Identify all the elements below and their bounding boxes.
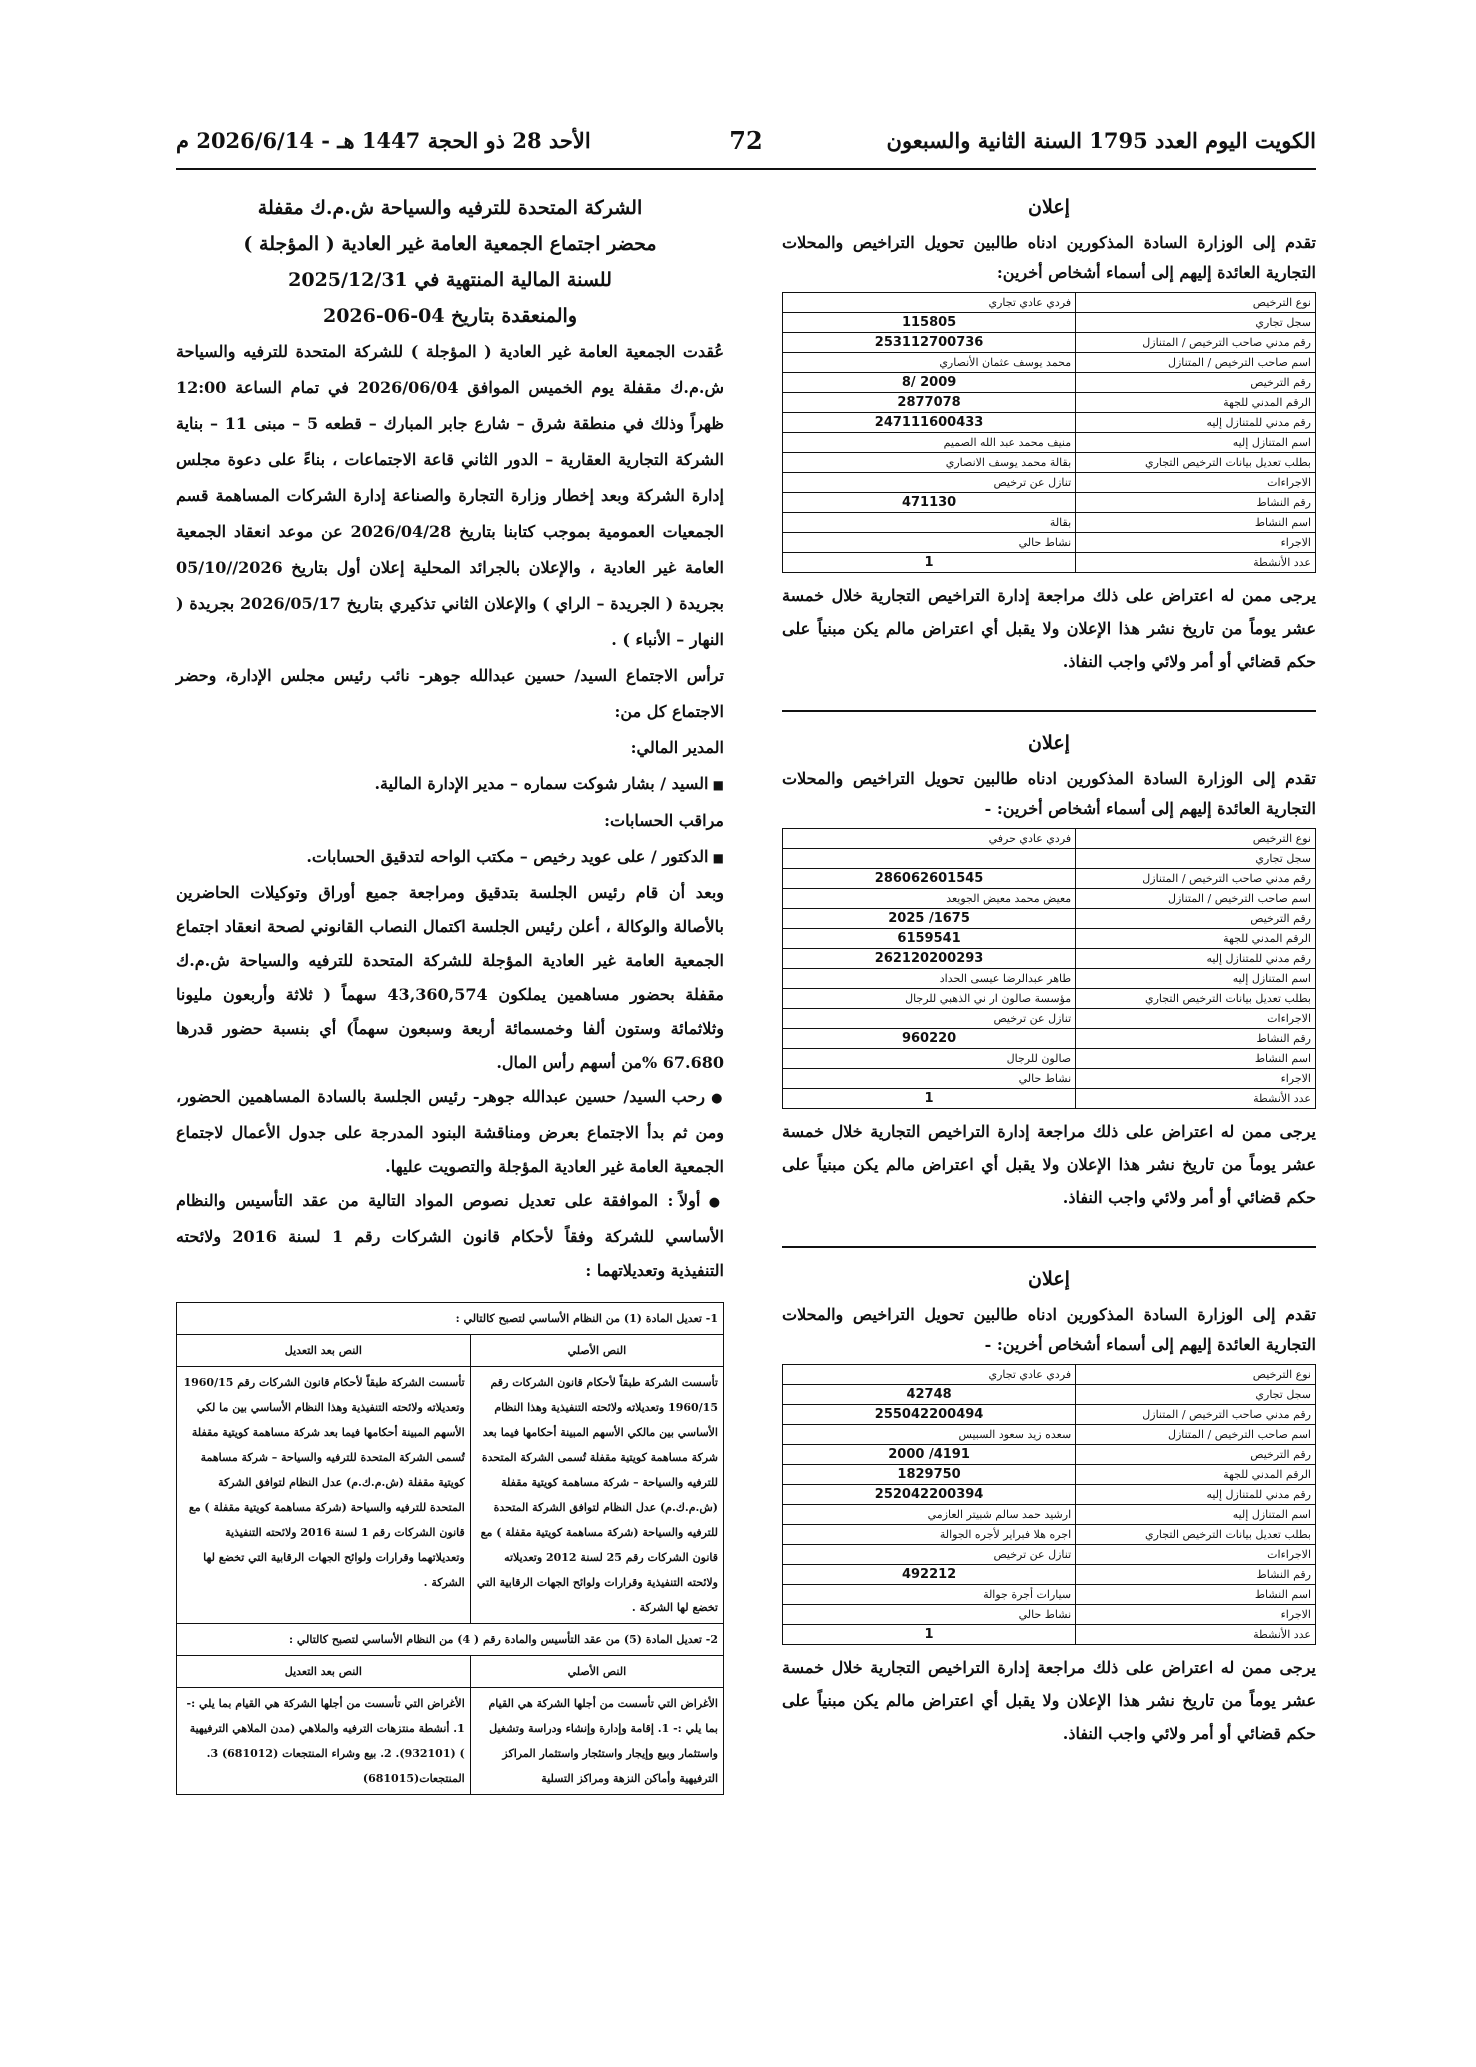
table-row	[783, 1585, 1316, 1605]
row-label: سجل تجاري	[1076, 849, 1316, 869]
minutes-paragraph: ● أولاً : الموافقة على تعديل نصوص المواد التالية من عقد التأسيس والنظام الأساسي للشركة وفقاً لأحكام قانون الشركات رقم 1 لسنة 2016 ولائحته التنفيذية وتعديلاتهما :	[176, 1184, 724, 1288]
table-row	[783, 1089, 1316, 1109]
row-value: 471130	[783, 493, 1076, 513]
row-label: الرقم المدني للجهة	[1076, 1465, 1316, 1485]
amendment-heading: 2- تعديل المادة (5) من عقد التأسيس والمادة رقم ( 4) من النظام الأساسي لتصبح كالتالي :	[177, 1624, 724, 1656]
row-label: اسم المتنازل إليه	[1076, 433, 1316, 453]
table-row	[783, 493, 1316, 513]
row-label: عدد الأنشطة	[1076, 1625, 1316, 1645]
announcement-footer: يرجى ممن له اعتراض على ذلك مراجعة إدارة التراخيص التجارية خلال خمسة عشر يوماً من تاريخ نشر هذا الإعلان ولا يقبل أي اعتراض مالم يكن مبنياً على حكم قضائي أو أمر ولائي واجب النفاذ.	[782, 1122, 1316, 1207]
row-label: اسم النشاط	[1076, 513, 1316, 533]
row-label: رقم الترخيص	[1076, 1445, 1316, 1465]
row-label: رقم مدني صاحب الترخيص / المتنازل	[1076, 333, 1316, 353]
row-label: اسم النشاط	[1076, 1585, 1316, 1605]
table-row	[783, 1505, 1316, 1525]
row-value: نشاط حالي	[783, 1605, 1076, 1625]
table-row	[783, 1605, 1316, 1625]
row-label: الاجراء	[1076, 1069, 1316, 1089]
row-value: اجره هلا فبراير لأجره الجوالة	[783, 1525, 1076, 1545]
row-value: 115805	[783, 313, 1076, 333]
row-value: 1829750	[783, 1465, 1076, 1485]
table-row	[783, 949, 1316, 969]
table-row	[783, 1009, 1316, 1029]
row-label: بطلب تعديل بيانات الترخيص التجاري	[1076, 989, 1316, 1009]
table-row	[783, 909, 1316, 929]
row-label: الرقم المدني للجهة	[1076, 929, 1316, 949]
amendment-heading: 1- تعديل المادة (1) من النظام الأساسي لتصبح كالتالي :	[177, 1303, 724, 1335]
row-label: رقم مدني للمتنازل إليه	[1076, 949, 1316, 969]
row-label: الاجراء	[1076, 1605, 1316, 1625]
table-row	[783, 849, 1316, 869]
row-value: مؤسسة صالون ار ني الذهبي للرجال	[783, 989, 1076, 1009]
announcement-1	[782, 196, 1316, 678]
minutes-column	[176, 190, 724, 1795]
table-row	[783, 1565, 1316, 1585]
table-row	[783, 533, 1316, 553]
row-value: 1	[783, 1625, 1076, 1645]
row-label: رقم النشاط	[1076, 493, 1316, 513]
row-label: رقم مدني للمتنازل إليه	[1076, 1485, 1316, 1505]
divider	[782, 1246, 1316, 1248]
minutes-bullet: ■ الدكتور / على عويد رخيص – مكتب الواحه لتدقيق الحسابات.	[176, 839, 724, 876]
minutes-subheading: مراقب الحسابات:	[604, 811, 724, 830]
row-label: اسم صاحب الترخيص / المتنازل	[1076, 889, 1316, 909]
table-row	[783, 433, 1316, 453]
row-value: 960220	[783, 1029, 1076, 1049]
row-label: اسم المتنازل إليه	[1076, 969, 1316, 989]
announcement-title: إعلان	[1028, 1268, 1070, 1290]
row-value: 252042200394	[783, 1485, 1076, 1505]
row-value: 2009 /8	[783, 373, 1076, 393]
divider	[782, 710, 1316, 712]
announcement-title: إعلان	[1028, 732, 1070, 754]
row-label: الاجراءات	[1076, 473, 1316, 493]
row-label: رقم مدني صاحب الترخيص / المتنازل	[1076, 1405, 1316, 1425]
minutes-paragraph: وبعد أن قام رئيس الجلسة بتدقيق ومراجعة جميع أوراق وتوكيلات الحاضرين بالأصالة والوكالة ، أعلن رئيس الجلسة اكتمال النصاب القانوني لصحة انعقاد اجتماع الجمعية العامة غير العادية المؤجلة للشركة المتحدة للترفيه والسياحة ش.م.ك مقفلة بحضور مساهمين يملكون 43,360,574 سهماً ( ثلاثة وأربعون مليونا وثلاثمائة وستون ألفا وخمسمائة أربعة وسبعون سهماً) أي بنسبة حضور قدرها 67.680 %من أسهم رأس المال.	[176, 883, 725, 1072]
row-label: الاجراءات	[1076, 1009, 1316, 1029]
table-row	[783, 1069, 1316, 1089]
row-label: رقم النشاط	[1076, 1029, 1316, 1049]
row-value: 253112700736	[783, 333, 1076, 353]
table-row	[783, 1485, 1316, 1505]
row-label: رقم مدني صاحب الترخيص / المتنازل	[1076, 869, 1316, 889]
row-value: 6159541	[783, 929, 1076, 949]
announcement-title: إعلان	[1028, 196, 1070, 218]
license-table	[782, 828, 1316, 1109]
row-value: منيف محمد عبد الله الصميم	[783, 433, 1076, 453]
row-label: اسم النشاط	[1076, 1049, 1316, 1069]
table-row	[783, 1625, 1316, 1645]
table-row	[783, 1365, 1316, 1385]
row-label: نوع الترخيص	[1076, 293, 1316, 313]
row-value: 255042200494	[783, 1405, 1076, 1425]
table-row	[783, 473, 1316, 493]
row-value: 247111600433	[783, 413, 1076, 433]
row-value: 286062601545	[783, 869, 1076, 889]
table-row	[783, 353, 1316, 373]
column-header-original: النص الأصلي	[470, 1335, 723, 1367]
table-row	[783, 1545, 1316, 1565]
row-value: صالون للرجال	[783, 1049, 1076, 1069]
table-row	[783, 969, 1316, 989]
row-label: بطلب تعديل بيانات الترخيص التجاري	[1076, 453, 1316, 473]
table-row	[783, 1049, 1316, 1069]
row-value: تنازل عن ترخيص	[783, 1545, 1076, 1565]
row-value: بقالة محمد يوسف الانصاري	[783, 453, 1076, 473]
amendment-table	[176, 1302, 724, 1795]
row-value: 4191/ 2000	[783, 1445, 1076, 1465]
row-label: الرقم المدني للجهة	[1076, 393, 1316, 413]
row-label: بطلب تعديل بيانات الترخيص التجاري	[1076, 1525, 1316, 1545]
table-row	[783, 1465, 1316, 1485]
announcement-2	[782, 732, 1316, 1214]
announcement-footer: يرجى ممن له اعتراض على ذلك مراجعة إدارة التراخيص التجارية خلال خمسة عشر يوماً من تاريخ نشر هذا الإعلان ولا يقبل أي اعتراض مالم يكن مبنياً على حكم قضائي أو أمر ولائي واجب النفاذ.	[782, 1658, 1316, 1743]
table-row	[783, 313, 1316, 333]
row-label: رقم الترخيص	[1076, 373, 1316, 393]
row-label: رقم الترخيص	[1076, 909, 1316, 929]
row-value: تنازل عن ترخيص	[783, 473, 1076, 493]
row-value: 1	[783, 553, 1076, 573]
table-row	[783, 1385, 1316, 1405]
original-text: تأسست الشركة طبقاً لأحكام قانون الشركات رقم 1960/15 وتعديلاته ولائحته التنفيذية وهذا النظام الأساسي بين مالكي الأسهم المبينة أحكامها فيما بعد شركة مساهمة كويتية مقفلة تُسمى الشركة المتحدة للترفيه والسياحة – شركة مساهمة كويتية مقفلة (ش.م.ك.م) عدل النظام لتوافق الشركة المتحدة للترفيه والسياحة (شركة مساهمة كويتية مقفلة ) مع قانون الشركات رقم 25 لسنة 2012 وتعديلاته ولائحته التنفيذية وقرارات ولوائح الجهات الرقابية التي تخضع لها الشركة .	[470, 1367, 723, 1624]
minutes-paragraph: عُقدت الجمعية العامة غير العادية ( المؤجلة ) للشركة المتحدة للترفيه والسياحة ش.م.ك مقفلة يوم الخميس الموافق 2026/06/04 في تمام الساعة 12:00 ظهراً وذلك في منطقة شرق – شارع جابر المبارك – قطعه 5 – مبنى 11 – بناية الشركة التجارية العقارية – الدور الثاني قاعة الاجتماعات ، بناءً على دعوة مجلس إدارة الشركة وبعد إخطار وزارة التجارة والصناعة إدارة الشركات المساهمة قسم الجمعيات العمومية بموجب كتابنا بتاريخ 2026/04/28 عن موعد انعقاد الجمعية العامة غير العادية ، والإعلان بالجرائد المحلية إعلان أول بتاريخ 2026//05/10 بجريدة ( الجريدة – الراي ) والإعلان الثاني تذكيري بتاريخ 2026/05/17 بجريدة ( النهار – الأنباء ) .	[176, 342, 725, 649]
minutes-subheading: المدير المالي:	[630, 738, 724, 757]
table-row	[783, 929, 1316, 949]
row-value: 42748	[783, 1385, 1076, 1405]
announcements-column	[782, 190, 1316, 1750]
table-row	[783, 453, 1316, 473]
table-row	[783, 333, 1316, 353]
row-value: 492212	[783, 1565, 1076, 1585]
announcement-3	[782, 1268, 1316, 1750]
row-value: محمد يوسف عثمان الأنصاري	[783, 353, 1076, 373]
table-row	[783, 869, 1316, 889]
page-header	[176, 122, 1316, 170]
table-row	[783, 553, 1316, 573]
original-text: الأغراض التي تأسست من أجلها الشركة هي القيام بما يلي :- 1. إقامة وإدارة وإنشاء ودراسة وتشغيل واستثمار وبيع وإيجار واستئجار واستثمار المراكز الترفيهية وأماكن النزهة ومراكز التسلية	[470, 1688, 723, 1795]
table-row	[783, 829, 1316, 849]
column-header-original: النص الأصلي	[470, 1656, 723, 1688]
minutes-paragraph: ترأس الاجتماع السيد/ حسين عبدالله جوهر- نائب رئيس مجلس الإدارة، وحضر الاجتماع كل من:	[176, 666, 724, 721]
table-row	[783, 1029, 1316, 1049]
company-name: الشركة المتحدة للترفيه والسياحة ش.م.ك مقفلة	[257, 197, 643, 219]
announcement-intro: تقدم إلى الوزارة السادة المذكورين ادناه طالبين تحويل التراخيص والمحلات التجارية العائدة إليهم إلى أسماء أشخاص أخرين: -	[782, 769, 1316, 818]
table-row	[783, 1425, 1316, 1445]
table-row	[783, 1525, 1316, 1545]
row-value: ارشيد حمد سالم شبيتر العازمي	[783, 1505, 1076, 1525]
table-row	[783, 1405, 1316, 1425]
row-label: عدد الأنشطة	[1076, 553, 1316, 573]
row-value: سعده زيد سعود السبيس	[783, 1425, 1076, 1445]
row-label: نوع الترخيص	[1076, 1365, 1316, 1385]
row-value: فردي عادي تجاري	[783, 293, 1076, 313]
row-label: رقم النشاط	[1076, 1565, 1316, 1585]
row-value: فردي عادي تجاري	[783, 1365, 1076, 1385]
row-label: الاجراء	[1076, 533, 1316, 553]
table-row	[783, 413, 1316, 433]
meeting-date: والمنعقدة بتاريخ 04-06-2026	[322, 305, 577, 327]
row-value: بقالة	[783, 513, 1076, 533]
row-label: عدد الأنشطة	[1076, 1089, 1316, 1109]
row-label: الاجراءات	[1076, 1545, 1316, 1565]
license-table	[782, 292, 1316, 573]
table-row	[783, 293, 1316, 313]
column-header-amended: النص بعد التعديل	[177, 1335, 471, 1367]
minutes-bullet: ■ السيد / بشار شوكت سماره – مدير الإدارة المالية.	[176, 766, 724, 803]
row-value: 1675/ 2025	[783, 909, 1076, 929]
row-label: نوع الترخيص	[1076, 829, 1316, 849]
minutes-paragraph: ● رحب السيد/ حسين عبدالله جوهر- رئيس الجلسة بالسادة المساهمين الحضور، ومن ثم بدأ الاجتماع بعرض ومناقشة البنود المدرجة على جدول الأعمال لاجتماع الجمعية العامة غير العادية المؤجلة والتصويت عليها.	[176, 1080, 724, 1184]
table-row	[783, 393, 1316, 413]
table-row	[783, 889, 1316, 909]
amended-text: تأسست الشركة طبقاً لأحكام قانون الشركات رقم 1960/15 وتعديلاته ولائحته التنفيذية وهذا النظام الأساسي بين ما لكي الأسهم المبينة أحكامها فيما بعد شركة مساهمة كويتية مقفلة تُسمى الشركة المتحدة للترفيه والسياحة – شركة مساهمة كويتية مقفلة (ش.م.ك.م) عدل النظام لتوافق الشركة المتحدة للترفيه والسياحة (شركة مساهمة كويتية مقفلة ) مع قانون الشركات رقم 1 لسنة 2016 ولائحته التنفيذية وتعديلاتهما وقرارات ولوائح الجهات الرقابية التي تخضع لها الشركة .	[177, 1367, 471, 1624]
row-value: سيارات أجرة جوالة	[783, 1585, 1076, 1605]
page-number: 72	[729, 126, 763, 155]
row-value: 2877078	[783, 393, 1076, 413]
row-label: اسم المتنازل إليه	[1076, 1505, 1316, 1525]
minutes-title: محضر اجتماع الجمعية العامة غير العادية ( المؤجلة )	[243, 233, 657, 255]
table-row	[783, 989, 1316, 1009]
row-value: 1	[783, 1089, 1076, 1109]
row-value	[783, 849, 1076, 869]
announcement-intro: تقدم إلى الوزارة السادة المذكورين ادناه طالبين تحويل التراخيص والمحلات التجارية العائدة إليهم إلى أسماء أشخاص أخرين: -	[782, 1305, 1316, 1354]
row-value: نشاط حالي	[783, 1069, 1076, 1089]
announcement-footer: يرجى ممن له اعتراض على ذلك مراجعة إدارة التراخيص التجارية خلال خمسة عشر يوماً من تاريخ نشر هذا الإعلان ولا يقبل أي اعتراض مالم يكن مبنياً على حكم قضائي أو أمر ولائي واجب النفاذ.	[782, 586, 1316, 671]
row-label: اسم صاحب الترخيص / المتنازل	[1076, 1425, 1316, 1445]
row-label: اسم صاحب الترخيص / المتنازل	[1076, 353, 1316, 373]
table-row	[783, 1445, 1316, 1465]
row-value: معيض محمد معيض الجويعد	[783, 889, 1076, 909]
table-row	[783, 373, 1316, 393]
row-label: رقم مدني للمتنازل إليه	[1076, 413, 1316, 433]
amended-text: الأغراض التي تأسست من أجلها الشركة هي القيام بما يلي :- 1. أنشطة منتزهات الترفيه والملاهي (مدن الملاهي الترفيهية ) (932101). 2. بيع وشراء المنتجعات (681012) 3. المنتجعات(681015)	[177, 1688, 471, 1795]
column-header-amended: النص بعد التعديل	[177, 1656, 471, 1688]
row-label: سجل تجاري	[1076, 1385, 1316, 1405]
row-value: طاهر عبدالرضا عيسى الحداد	[783, 969, 1076, 989]
announcement-intro: تقدم إلى الوزارة السادة المذكورين ادناه طالبين تحويل التراخيص والمحلات التجارية العائدة إليهم إلى أسماء أشخاص أخرين:	[782, 233, 1316, 282]
license-table	[782, 1364, 1316, 1645]
row-value: 262120200293	[783, 949, 1076, 969]
table-row	[783, 513, 1316, 533]
row-label: سجل تجاري	[1076, 313, 1316, 333]
header-issue: الكويت اليوم العدد 1795 السنة الثانية والسبعون	[886, 128, 1316, 153]
fiscal-year: للسنة المالية المنتهية في 2025/12/31	[288, 269, 612, 291]
row-value: نشاط حالي	[783, 533, 1076, 553]
row-value: فردي عادي حرفي	[783, 829, 1076, 849]
header-date: الأحد 28 ذو الحجة 1447 هـ - 2026/6/14 م	[176, 128, 591, 153]
row-value: تنازل عن ترخيص	[783, 1009, 1076, 1029]
